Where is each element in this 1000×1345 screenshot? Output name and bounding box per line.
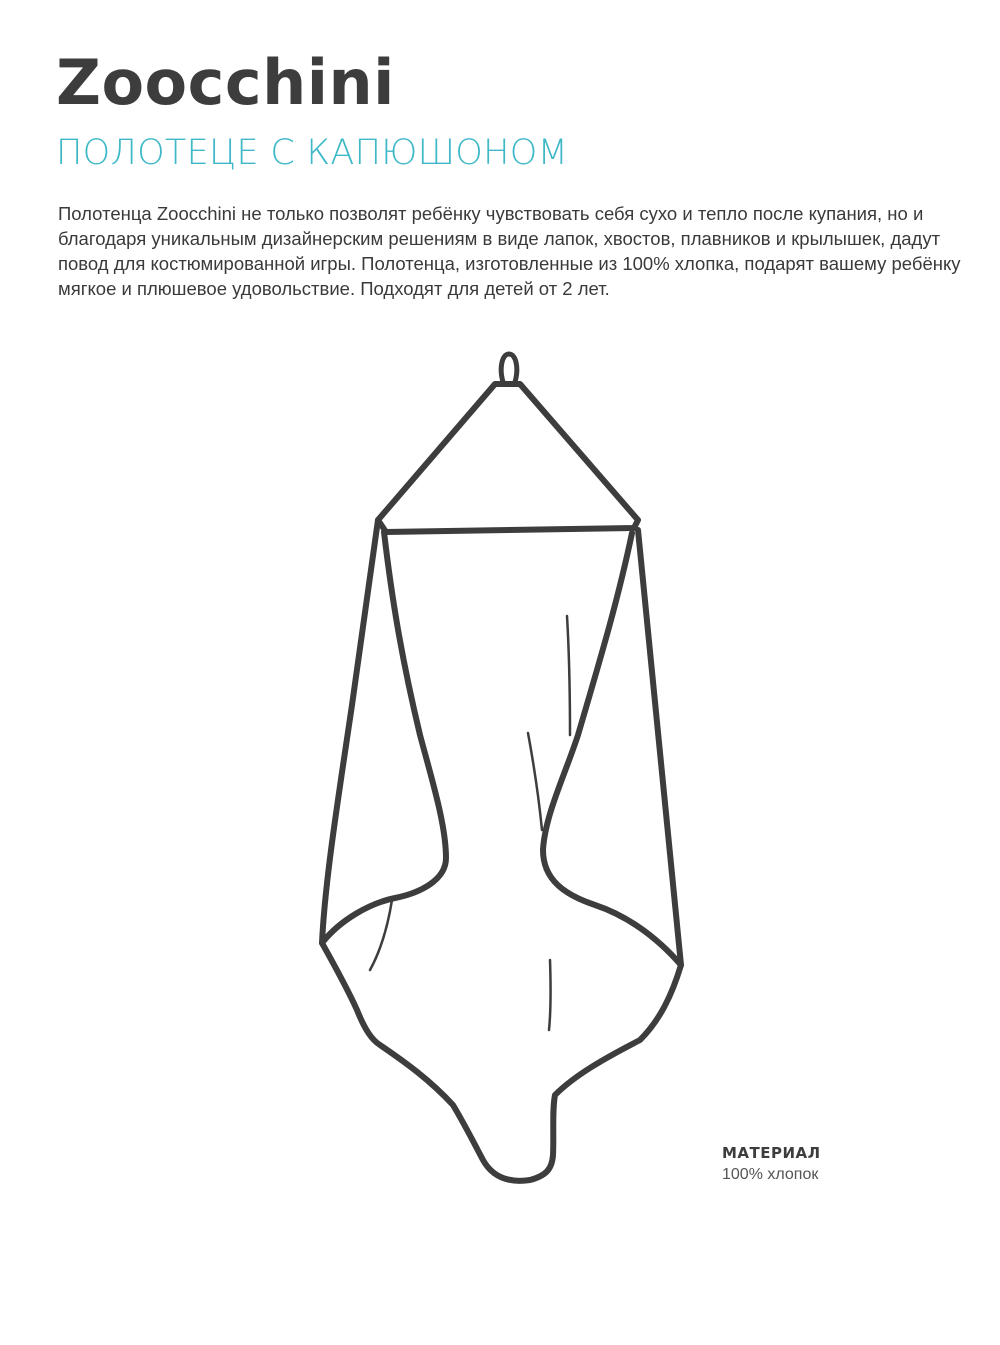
material-info (722, 1143, 821, 1187)
material-value: 100% хлопок (722, 1166, 819, 1183)
brand-title: Zoocchini (56, 46, 395, 119)
hanging-loop (501, 354, 517, 382)
fold-line-right (549, 960, 551, 1030)
hooded-towel-outline-icon (300, 340, 700, 1200)
towel-left-drape (322, 532, 446, 943)
fold-line-center (567, 616, 570, 735)
towel-body-outline (322, 520, 681, 1181)
material-title: МАТЕРИАЛ (722, 1144, 821, 1162)
product-description: Полотенца Zoocchini не только позволят ребёнку чувствовать себя сухо и тепло после купания, но и благодаря уникальным дизайнерским решениям в виде лапок, хвостов, плавников и крылышек, дадут повод для костюмированной игры. Полотенца, изготовленные из 100% хлопка, подарят вашему ребёнку мягкое и плюшевое удовольствие. Подходят для детей от 2 лет. (58, 203, 961, 299)
hood-outline (378, 384, 638, 532)
fold-line-lower (528, 733, 542, 830)
fold-line-left (370, 900, 392, 970)
product-subtitle: ПОЛОТЕЦЕ С КАПЮШОНОМ (56, 133, 569, 173)
